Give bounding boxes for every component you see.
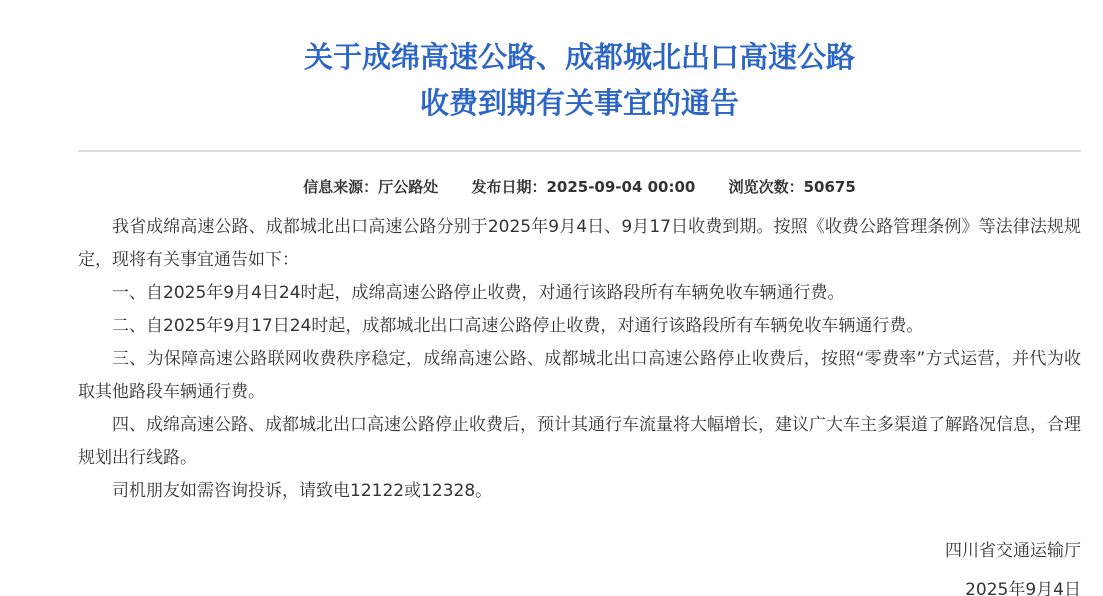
- title-divider: [78, 150, 1081, 152]
- paragraph-intro: 我省成绵高速公路、成都城北出口高速公路分别于2025年9月4日、9月17日收费到期。按照《收费公路管理条例》等法律法规规定，现将有关事宜通告如下：: [78, 217, 1081, 270]
- meta-source-label: 信息来源：: [303, 178, 379, 196]
- paragraph-item-2: 二、自2025年9月17日24时起，成都城北出口高速公路停止收费，对通行该路段所有车辆免收车辆通行费。: [112, 316, 924, 336]
- meta-source: [303, 176, 438, 198]
- signature-block: [78, 532, 1081, 596]
- page-title-line-2: 收费到期有关事宜的通告: [419, 86, 739, 120]
- meta-date-value: 2025-09-04 00:00: [546, 178, 696, 196]
- meta-views-label: 浏览次数：: [728, 178, 804, 196]
- paragraph-contact: 司机朋友如需咨询投诉，请致电12122或12328。: [112, 481, 493, 501]
- paragraph-item-3: 三、为保障高速公路联网收费秩序稳定，成绵高速公路、成都城北出口高速公路停止收费后，按照“零费率”方式运营，并代为收取其他路段车辆通行费。: [78, 349, 1081, 402]
- meta-source-value: 厅公路处: [378, 178, 439, 196]
- page-title: [78, 34, 1081, 126]
- article-meta: [78, 176, 1081, 198]
- article-body: [78, 211, 1081, 508]
- signature-date: 2025年9月4日: [965, 580, 1081, 596]
- meta-view-count: [729, 176, 856, 198]
- page-title-line-1: 关于成绵高速公路、成都城北出口高速公路: [303, 40, 855, 74]
- paragraph-item-4: 四、成绵高速公路、成都城北出口高速公路停止收费后，预计其通行车流量将大幅增长，建议广大车主多渠道了解路况信息，合理规划出行线路。: [78, 415, 1081, 468]
- signature-org: 四川省交通运输厅: [945, 541, 1081, 561]
- meta-date-label: 发布日期：: [471, 178, 547, 196]
- paragraph-item-1: 一、自2025年9月4日24时起，成绵高速公路停止收费，对通行该路段所有车辆免收车辆通行费。: [112, 283, 845, 303]
- meta-views-value: 50675: [803, 178, 856, 196]
- meta-publish-date: [471, 176, 695, 198]
